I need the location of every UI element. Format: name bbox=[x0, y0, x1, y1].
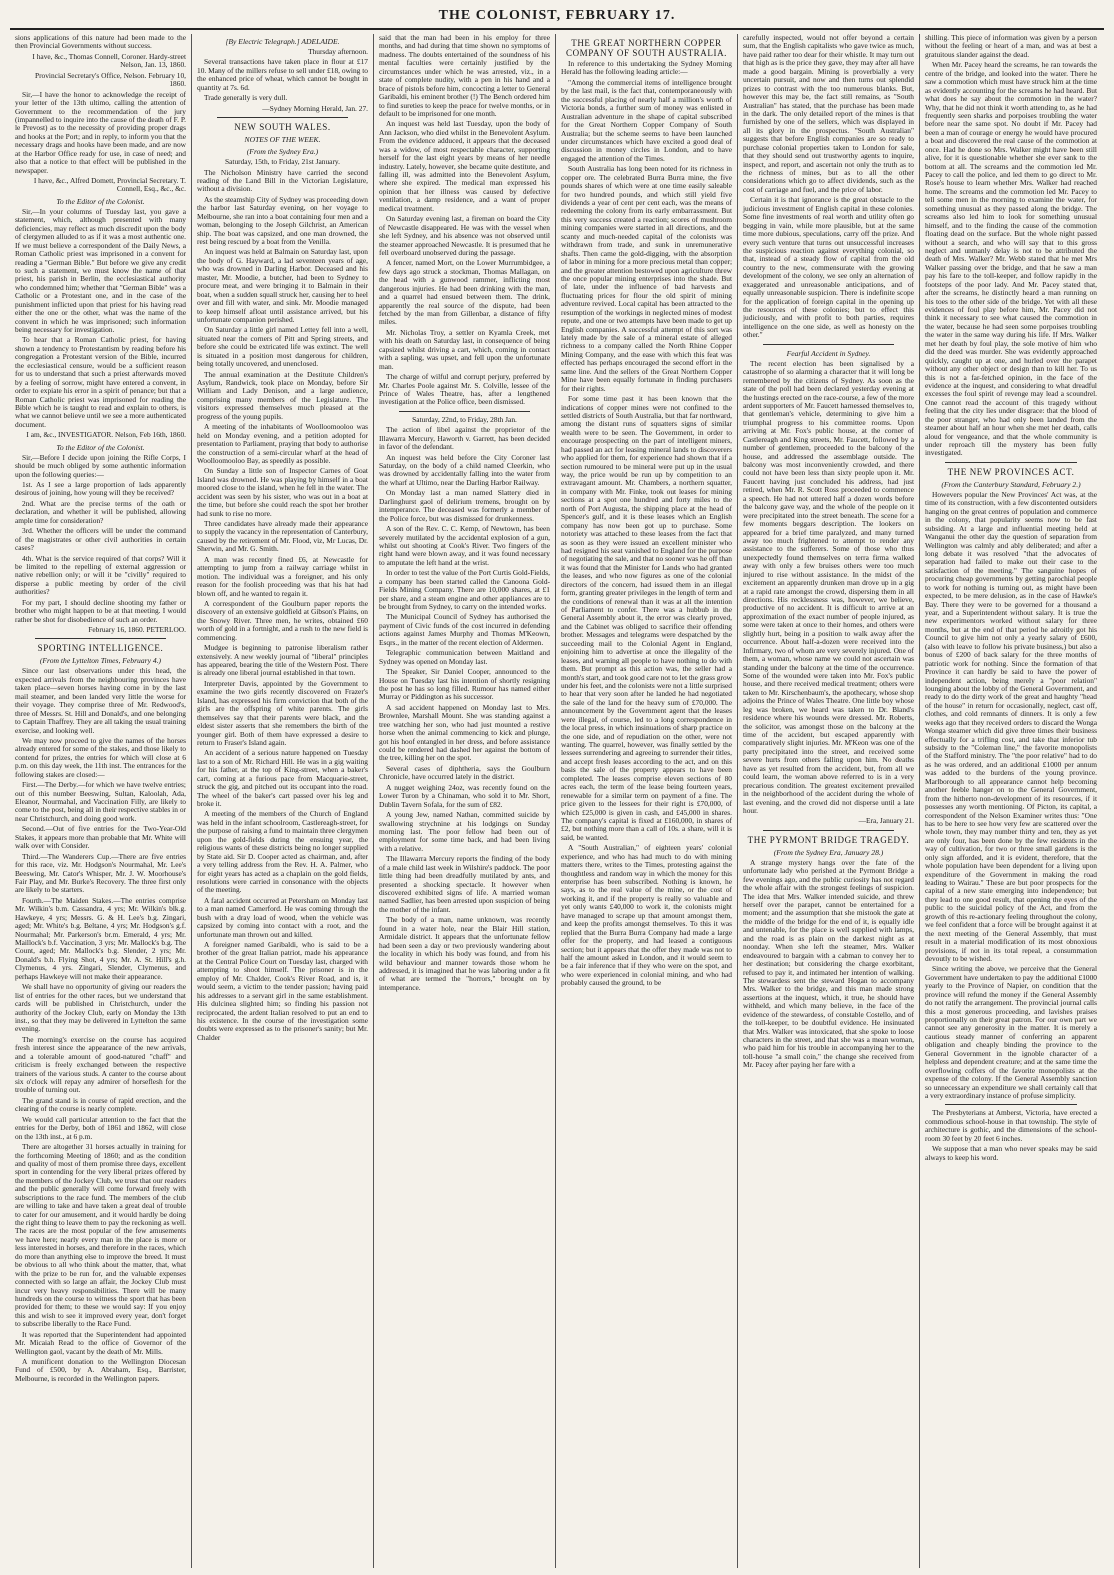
article-text: The Presbyterians at Amberst, Victoria, have erected a commodious school-house in that township. The style of architecture is gothic, and the dimensions of the school-room 30 feet by 20 feet 6 inches. bbox=[925, 1108, 1097, 1143]
section-source: (From the Sydney Era.) bbox=[246, 147, 319, 157]
article-text: Since writing the above, we perceive that the General Government have undertaken to pay the additional £1000 yearly to the Province of Napier, on condition that the province will refund the money if the General Assembly do not ratify the arrangement. The provincial journal calls this a most generous proceeding, and lavishes praises proportionally on their great patron. For our own part we cannot see any generosity in the matter. It is merely a cautious steady manner of conferring an apparent obligation and cheaply binding the province to the General Government in the ignoble character of a helpless and dependent creature; and at the same time the overflowing coffers of the favorite monopolists at the expense of the colony. If the General Assembly sanction so unnecessary an expenditure we shall certainly call that a very extraordinary instance of profuse simplicity. bbox=[925, 964, 1097, 1100]
section-heading: NEW SOUTH WALES. bbox=[234, 122, 331, 133]
masthead bbox=[10, 6, 1104, 30]
section-heading: THE NEW PROVINCES ACT. bbox=[947, 466, 1075, 477]
divider bbox=[945, 1104, 1077, 1105]
article-text: The action of libel against the proprietor of the Illawarra Mercury, Haworth v. Garrett, has been decided in favor of the defendant. bbox=[379, 425, 550, 452]
section-source: (From the Sydney Era, January 28.) bbox=[773, 847, 884, 857]
section-subheading: NOTES OF THE WEEK. bbox=[244, 135, 321, 145]
article-text: A munificent donation to the Wellington Diocesan Fund of £500, by A. Abraham, Esq., Barrister, Melbourne, is recorded in the Wellington papers. bbox=[15, 1357, 186, 1383]
section-heading: [By Electric Telegraph.] ADELAIDE. bbox=[225, 37, 340, 46]
source-line: —Sydney Morning Herald, Jan. 27. bbox=[262, 103, 368, 113]
section-subheading: To the Editor of the Colonist. bbox=[56, 196, 145, 206]
article-text: A fencer, named Mort, on the Lower Murrumbidgee, a few days ago struck a stockman, Thomas Mallagan, on the head with a gunwood rammer, inflicting most dangerous injuries. He had been drinking with the man, and a quarrel had ensued between them. The drink, apparently the real source of the dispute, had been fetched by the man from Gillenbar, a distance of fifty miles. bbox=[379, 258, 550, 327]
divider bbox=[763, 830, 894, 831]
dateline: Saturday, 22nd, to Friday, 28th Jan. bbox=[412, 414, 517, 424]
dateline: Thursday afternoon. bbox=[308, 47, 368, 56]
divider bbox=[35, 638, 166, 639]
column-4 bbox=[556, 34, 738, 1568]
column-3 bbox=[374, 34, 556, 1568]
article-text: South Australia has long been noted for its richness in copper ore. The celebrated Burra Burra mine, the five pounds shares of which were at one time easily saleable for two hundred pounds, and which still yield five dividends a year of cent per cent each, was the means of redeeming the colony from its early embarrassment. But this very success created a reaction; scores of mushroom mining companies were started in all directions, and the scanty and much-needed capital of the colonists was withdrawn from trade, and sunk in unremunerative shafts. Then came the gold-digging, with the absorption of labor in mining for a more precious metal than copper; and the greater attention bestowed upon agriculture threw the once popular mining enterprises into the shade. But of late, under the influence of bad harvests and fluctuating prices for flour the old spirit of mining adventure revived. Local capital has been attracted to the resumption of the workings in neglected mines of modest repute, and one or two attempts have been made to get up English companies. A successful attempt of this sort was lately made by the sale of a mineral estate of alleged richness to a company called the North Rhine Copper Mining Company, and the ease with which this feat was effected has perhaps encouraged the second effort in the same line. And the sellers of the Great Northern Copper Mine have been equally fortunate in finding purchasers for their rights. bbox=[561, 164, 732, 393]
article-text: A correspondent of the Goulburn paper reports the discovery of an extensive goldfield at Gibson's Plains, on the Snowy River. Three men, he writes, obtained £60 worth of gold in a fortnight, and a rush to the new field is commencing. bbox=[197, 598, 368, 642]
article-text: A foreigner named Garibaldi, who is said to be a brother of the great Italian patriot, made his appearance at the Central Police Court on Tuesday last, charged with attempting to shoot himself. The prisoner is in the employ of Mr. Chalder, Cook's River Road, and is, it would seem, a victim to the tender passion; having paid his addresses to a servant girl in the same establishment. His dulcinea slighted him; so finding his passion not reciprocated, the ardent Italian resolved to put an end to his existence. In the course of the investigation some doubts were expressed as to the prisoner's sanity; but Mr. Chalder bbox=[197, 940, 368, 1042]
article-text: The Municipal Council of Sydney has authorised the payment of Civic funds of the cost incurred in defending actions against James Murphy and Thomas M'Keown, Esqrs., in the matter of the recent election of Aldermen. bbox=[379, 612, 550, 647]
dateline: Provincial Secretary's Office, Nelson. February 10, 1860. bbox=[34, 70, 186, 89]
article-text: Interpreter Davis, appointed by the Government to examine the two girls recently discovered on Frazer's Island, has expressed his firm conviction that both of the girls are the offspring of white parents. The girls themselves say that their parents were black, and the eldest sister asserts that she remembers the birth of the younger girl. Both of them have expressed a desire to return to Fraser's Island again. bbox=[197, 678, 368, 747]
article-text: 3rd. Whether the officers will be under the command of the magistrates or other civil authorities in certain cases? bbox=[15, 526, 186, 553]
article-text: We suppose that a man who never speaks may be said always to keep his word. bbox=[925, 1144, 1097, 1162]
article-text: said that the man had been in his employ for three months, and had during that time shown no symptoms of madness. The doubts entertained of the soundness of his mental faculties were certainly justified by the circumstances under which he was arrested, viz., in a state of complete nudity, with a pen in his hand and a brace of pistols before him, concocting a letter to General Garibaldi, his eminent brother (!) The Bench ordered him to find sureties to keep the peace for twelve months, or in default to be imprisoned for one month. bbox=[379, 34, 550, 118]
article-text: A meeting of the inhabitants of Woolloomooloo was held on Monday evening, and a petition adopted for presentation to Parliament, praying that body to authorise the construction of a semi-circular wharf at the head of Woolloomooloo Bay, as speedily as possible. bbox=[197, 422, 368, 465]
source-line: —Era, January 21. bbox=[858, 816, 914, 826]
article-text: A nugget weighing 24oz, was recently found on the Lower Turon by a Chinaman, who sold it to Mr. Short, Dublin Tavern Sofala, for the sum of £82. bbox=[379, 782, 550, 809]
article-text: There are altogether 31 horses actually in training for the forthcoming Meeting of 1860; and as the condition and quality of most of them promise three days, excellent sport in contending for the very liberal prizes offered by the members of the Jockey Club, we trust that our readers and the public generally will come forward freely with subscriptions to the race fund. The members of the club are willing to take and have taken a great deal of trouble to cater for our amusement, and it would hardly be doing the right thing to leave them to pay the reckoning as well. The races are the most popular of the few amusements we have here; nearly every man in the place is more or less interested in horses, and therefore in the races, which do more than anything else to improve the breed. It must be obvious to all who think about the matter, that, what with the prize to be run for, and the valuable expenses connected with so large an affair, the Jockey Club must incur very heavy responsibilities. There will be many hundreds on the course to witness the sport that has been provided for them; to these we would say: If you enjoy this and wish to see it improved every year, don't forget to subscribe liberally to the Race Fund. bbox=[15, 1142, 186, 1329]
article-text: On Saturday evening last, a fireman on board the City of Newcastle disappeared. He was with the vessel when she left Sydney, and his absence was not observed until the steamer approached Newcastle. It is presumed that he fell overboard unobserved during the passage. bbox=[379, 214, 550, 257]
article-text: A sad accident happened on Monday last to Mrs. Brownlee, Marshall Mount. She was standing against a tree watching her son, who had just mounted a restive horse when the animal commencing to kick and plunge, got his hoof entangled in her dress, and before assistance could be rendered had dashed her against the bottom of the tree, killing her on the spot. bbox=[379, 702, 550, 763]
article-text: "Among the commercial items of intelligence brought by the last mail, is the fact that, contemporaneously with the successful placing of nearly half a million's worth of Victoria bonds, a further sum of money was enlisted in Australian adventure in the shape of capital subscribed for the Great Northern Copper Company of South Australia; but the scheme seems to have been launched under circumstances which have excited a good deal of discussion in money circles in London, and to have engaged the attention of the Times. bbox=[561, 77, 732, 163]
article-text: The grand stand is in course of rapid erection, and the clearing of the course is nearly complete. bbox=[15, 1095, 186, 1114]
column-2 bbox=[192, 34, 374, 1568]
article-text: Telegraphic communication between Maitland and Sydney was opened on Monday last. bbox=[379, 648, 550, 666]
article-text: The annual examination at the Destitute Children's Asylum, Randwick, took place on Monday, before Sir William and Lady Denison, and a large audience, comprising many members of the Legislature. The visitors expressed themselves much pleased at the progress of the young pupils. bbox=[197, 369, 368, 421]
article-text: Several cases of diphtheria, says the Goulburn Chronicle, have occurred lately in the district. bbox=[379, 763, 550, 782]
article-text: An inquest was held last Tuesday, upon the body of Ann Jackson, who died whilst in the Benevolent Asylum. From the evidence adduced, it appears that the deceased was a widow, of most respectable character, supporting herself for the last eight years by means of her needle industry. Lately, however, she became quite destitute, and falling ill, was admitted into the Benevolent Asylum, where she expired. The medical man expressed his opinion that her illness was caused by defective ventilation, a damp residence, and a want of proper medical treatment. bbox=[379, 119, 550, 213]
article-text: The Illawarra Mercury reports the finding of the body of a male child last week in Wilshire's paddock. The poor little thing had been dreadfully mutilated by ants, and presented a shocking spectacle. It however when discovered exhibited signs of life. A married woman named Sadlier, has been arrested upon suspicion of being the mother of the infant. bbox=[379, 854, 550, 914]
article-text: A strange mystery hangs over the fate of the unfortunate lady who perished at the Pyrmont Bridge a few evenings ago, and the public curiosity has not regard the whole affair with the strongest feelings of suspicion. The idea that Mrs. Walker intended suicide, and threw herself over the parapet, cannot be entertained for a moment; and the assumption that she mistook the gate at the middle of the bridge for the end of it, is equally idle and untenable, for the place is well supplied with lamps, and the road is as plain on the darkest night as at noonday. When she left the steamer, Mrs. Walker endeavoured to bargain with a cabman to convey her to her destination; but considering the charge exorbitant, refused to pay it, and intimated her intention of walking. The stewardess sent the steward Hogan to accompany Mrs. Walker to the bridge, and this man made strong assertions at the inquest, which, it true, he should have withheld, and which many believe, in the face of the evidence of the stewardess, of constable Costello, and of the toll-keeper, to be doubtful evidence. He insinuated that Mrs. Walker was intoxicated, that she spoke to loose characters in the street, and that she was a mean woman, who paid him for his trouble in accompanying her to the toll-house "a small coin," the change she received from Mr. Pacey after paying her fare with a bbox=[743, 857, 914, 1070]
section-heading: SPORTING INTELLIGENCE. bbox=[37, 643, 164, 654]
divider bbox=[399, 411, 530, 412]
article-text: It was reported that the Superintendent had appointed Mr. Micaiah Read to the office of Governor of the Wellington gaol, vacant by the death of Mr. Mills. bbox=[15, 1329, 186, 1356]
signature: I am, &c., INVESTIGATOR. Nelson, Feb 16th, 1860. bbox=[26, 430, 186, 440]
column-5 bbox=[738, 34, 920, 1568]
article-text: shilling. This piece of information was given by a person without the feeling or heart of a man, and was at best a gratuitous slander against the dead. bbox=[925, 34, 1097, 59]
article-text: Howevers popular the New Provinces' Act was, at the time of its construction, with a few discontented outsiders hanging on the great centres of population and commerce in the colony, that popularity seems now to be fast subsiding. At a large and influential meeting held at Wanganui the other day the question of separation from Wellington was calmly and ably deliberated; and after a long debate it was resolved "that the advocates of separation had failed to make out their case to the satisfaction of the meeting." The sanguine hopes of procuring cheap governments by getting parochial people to work for nothing is turning out, as might have been expected, to be mere delusion, as in the case of Hawke's Bay. There they were to be governed for a thousand a year, and a Superintendent without salary. It is true the new experimentors worked without salary for three months, but at the end of that period he adroitly got his Council to give him not only a yearly salary of £600, (also with leave to follow his private business,) but also a bonus of £200 of back salary for the three months of patriotic work for nothing. Since the formation of that Province it can hardly be said to have the power of independent action, being merely a "poor relation" lounging about the lobby of the General Government, and ready to do the dirty work of the great and haughty "head of the house" in return for occasionally, neglect, cast off, clothes, and cold remnants of dinners. It is only a few weeks ago that they received orders to discard the Wonga Wonga steamer which did give three times their business effectually for a trifling cost, and take that inferior tub subsidy to the "Coleman line," the favorite monopolists of the Stafford ministry. The "the poor relative" had to do as he was ordered, and an additional £1000 per annum was added to the burdens of the young province. Marlborough to all appearance cannot help becoming another feeble hanger on to the General Government, from the hitherto non-development of its resources, if it possesses any worth mentioning. Of Picton, its capital, a correspondent of the Nelson Examiner writes thus: "One has to be here to see how very few are scattered over the whole town, they may number thirty and ten, they as yet are only four, has been done by the few residents in the way of cultivation, for two or three small gardens is the only sign afforded, and it is evident, therefore, that the whole population have been dependent for a living upon expenditure of the Government in making the road leading to Wairau." These are but poor prospects for the capital of a new state emerging into independence; but they lead to one good result, that opening the eyes of the public to the suicidal policy of the Act, and from the growth of this re-actionary feeling throughout the colony, we feel confident that a force will be brought against it at the next meeting of the General Assembly, that must result in a material modification of its most obnoxious provisions, if not in its total repeal, a consummation devoutly to be wished. bbox=[925, 489, 1097, 963]
article-text: 2nd. What are the precise terms of the oath or declaration, and whether it will be published, allowing ample time for consideration? bbox=[15, 498, 186, 525]
section-heading: THE PYRMONT BRIDGE TRAGEDY. bbox=[747, 834, 910, 845]
article-text: A fatal accident occurred at Petersham on Monday last to a man named Camerford. He was coming through the bush with a dray load of wood, when the vehicle was capsized by coming into contact with a root, and the unfortunate man thrown out and killed. bbox=[197, 895, 368, 939]
article-text: Certain it is that ignorance is the great obstacle to the judicious investment of English capital in these colonies. Some fine investments of real worth and utility often go begging in vain, while more plausible, but at the same time more dubious, speculations, carry off the prize. And every such venture that turns out unsuccessful increases the suspicious reaction against everything colonial, so that, instead of a steady flow of capital from the old country to the new, commensurate with the growing development of the colony, we see only an alternation of exaggerated and unreasonable anticipations, and of equally unreasonable suspicion. There is indefinite scope for the application of foreign capital in the opening up the resources of these colonies; but to effect this judiciously, and with profit to both parties, requires intelligence on the one side, as well as honesty on the other." bbox=[743, 195, 914, 340]
article-text: The recent election has been signalised by a catastrophe of so alarming a character that it will long be remembered by the citizens of Sydney. As soon as the state of the poll had been declared yesterday evening at the hustings erected on the race-course, a few of the more ardent supporters of Mr. Faucett harnessed themselves to, that gentleman's vehicle, determining to give him a triumphal progress to his committee rooms. Upon arriving at Mr. Fox's public house, at the corner of Castlereagh and King streets, Mr. Faucett, followed by a number of gentlemen, proceeded to the balcony of the house, and addressed the assemblage outside. The balcony was most inconveniently crowded, and there could not have been less than sixty people upon it. Mr. Faucett having just concluded his address, had just retired, when Mr. R. Scott Ross proceeded to commence a speech. He had not uttered half a dozen words before the balcony gave way, and the whole of the people on it were precipitated into the street beneath. The scene for a few moments beggars description. The lookers on appeared for a brief time paralyzed, and many turned away too much frightened to attempt to render any assistance to the sufferers. Some of those who thus unexpectedly found themselves on terra firma walked away with only a few bruises others were too much injured to rise without assistance. In the midst of the excitement an apparently drunken man drove up in a gig at a rapid rate amongst the crowd, dispersing them in all directions. His recklessness was, however, we believe, productive of no accident. It is difficult to arrive at an approximation of the exact number of people injured, as some were taken at once to their homes, and others were slightly hurt, being in a position to walk away after the occurrence. About half-a-dozen were received into the Infirmary, two of whom are very severely injured. One of them, a woman, whose name we could not ascertain was standing under the balcony at the time of the occurrence. Some of the wounded were taken into Mr. Fox's public house, and there received medical treatment; others were taken to Mr. Kirschenbaum's, the apothecary, whose shop adjoins the Prince of Wales Theatre. One little boy whose leg was broken, we heard was taken to Dr. Bland's residence where his wounds were dressed. Mr. Roberts, the solicitor, was amongst those on the balcony at the time of the accident, but escaped apparently with comparatively slight injuries. Mr. M'Keon was one of the party precipitated into the street, and received some severe hurts from others falling upon him. No deaths have as yet resulted from the accident, but, from all we could learn, the woman above referred to is in a very precarious condition. The greatest excitement prevailed in the neighborhood of the accident during the whole of last evening, and the crowd did not disperse until a late hour. bbox=[743, 358, 914, 815]
article-text: On Saturday a little girl named Lettey fell into a well, situated near the corners of Pitt and Spring streets, and before she could be extricated life was extinct. The well is situated in a position most dangerous for children, being totally uncovered, and unenclosed. bbox=[197, 325, 368, 369]
article-text: 1st. As I see a large proportion of lads apparently desirous of joining, how young will they be received? bbox=[15, 480, 186, 498]
article-text: Sir,—In your columns of Tuesday last, you gave a statement, which, although presented with many deficiencies, may reflect as much discredit upon the body of clergymen alluded to as if it was a most authentic one. If we must believe a correspondent of the Daily News, a Roman Catholic priest was imprisoned in a convent for reading a "German Bible." But before we give any credit to such a statement, we must know the name of that priest, his parish in Berlin, the ecclesiastical authority who condemned him; whether that "German Bible" was a Catholic or a Protestant one, and in the case of the punishment inflicted upon that priest for his having read either the one or the other, what was the name of the convent in which he was imprisoned; such information being necessary for investigation. bbox=[15, 206, 186, 334]
article-text: Mr. Nicholas Troy, a settler on Kyamla Creek, met with his death on Saturday last, in consequence of being capsized whilst driving a cart, which, coming in contact with a sapling, was upset, and fell upon the unfortunate man. bbox=[379, 327, 550, 371]
article-text: We may now proceed to give the names of the horses already entered for some of the stakes, and those likely to contend for prizes, the entries for which will close at 6 p.m. on this day week, the 11th inst. The entrances for the following stakes are closed:— bbox=[15, 735, 186, 779]
article-text: The charge of wilful and corrupt perjury, preferred by Mr. Charles Poole against Mr. S. Colville, lessee of the Prince of Wales Theatre, has, after a lengthened investigation at the Police office, been dismissed. bbox=[379, 372, 550, 407]
article-text: Third.—The Wanderers Cup.—There are five entries for this race, viz. Mr. Hodgson's Nourmahal, Mr. Lee's Beeswing, Mr. Cator's Whisper, Mr. J. W. Moorhouse's Fair Play, and Mr. Burke's Recovery. The three first only are likely to be starters. bbox=[15, 851, 186, 895]
page-title: THE COLONIST, FEBRUARY 17. bbox=[438, 8, 676, 23]
signature: February 16, 1860. PETERLOO. bbox=[88, 625, 186, 634]
article-text: Trade generally is very dull. bbox=[204, 93, 288, 103]
article-text: Since our last observations under this head, the expected arrivals from the neighbouring provinces have taken place—seven horses having come in by the last mail steamer, and been landed very little the worse for their voyage. They comprise three of Mr. Redwood's, three of Messrs. St. Hill and Donald's, and one belonging to Captain Thaffrey. They are all taking the usual training exercise, and looking well. bbox=[15, 666, 186, 735]
article-text: carefully inspected, would not offer beyond a certain sum, that the English capitalists who gave twice as much, have paid rather too dear for their whistle. It may turn out that high as is the price they gave, they may after all have made a good bargain. Mining is proverbially a very uncertain pursuit, and now and then turns out splendid prizes to contrast with the too numerous blanks. But, however this may be, the fact still remains, as "South Australian" has stated, that the purchase has been made in the dark. The only detailed report of the mines is that furnished by one of the sellers, which was displayed in all its glory in the prospectus. "South Australian" suggests that before English companies are so ready to purchase colonial properties taken to London for sale, that they should send out trustworthy agents to inquire, inspect, and report, and ascertain not only the truth as to the richness of mines, but as to all the other considerations which go to affect dividends, such as the cost of carriage and fuel, and the price of labor. bbox=[743, 34, 914, 194]
article-text: As the steamship City of Sydney was proceeding down the harbor last Saturday evening, on her voyage to Melbourne, she ran into a boat containing four men and a woman, belonging to the Joseph Gilchrist, an American ship. The boat was capsized, and one man drowned, the rest being rescued by a boat from the Venilla. bbox=[197, 194, 368, 246]
signature: I have, &c., Thomas Connell, Coroner. Hardy-street Nelson, Jan. 13, 1860. bbox=[32, 51, 186, 70]
article-text: On Sunday a little son of Inspector Carnes of Goat Island was drowned. He was playing by himself in a boat moored close to the island, when he fell in the water. The accident was seen by his sister, who was out in a boat at the time, but before she could reach the spot her brother had sunk to rise no more. bbox=[197, 466, 368, 518]
column-6 bbox=[920, 34, 1102, 1568]
article-text: First.—The Derby.—for which we have twelve entries; out of this number Beeswing, Sultan, Kaloolah, Ada, Eleanor, Nourmahal, and Vaccination Filly, are likely to come to the post, being all in their respective stables in or near Christchurch, and doing good work. bbox=[15, 780, 186, 823]
article-text: Several transactions have taken place in flour at £17 10. Many of the millers refuse to sell under £18, owing to the enhanced price of wheat, which cannot be bought in quantity at 7s. 6d. bbox=[197, 57, 368, 92]
article-text: The Speaker, Sir Daniel Cooper, announced to the House on Tuesday last his intention of shortly resigning the post he has so long filled. Rumour has named either Murray or Piddington as his successor. bbox=[379, 667, 550, 702]
article-text: When Mr. Pacey heard the screams, he ran towards the centre of the bridge, and looked into the water. There he saw a commotion which must have struck him at the time as evidently accounting for the screams he had heard. But what does he say about the commotion in the water? Why, that he did not think it worth attending to, as he had frequently seen sharks and porpoises troubling the water before near the same spot. No doubt if Mr. Pacey had been a man of courage or energy he would have procured a boat and discovered the real cause of the commotion at once. Had he done so Mrs. Walker might have been still alive, for it is questionable whether she ever sank to the bottom at all. The screams and the commotion led Mr. Pacey to call the police, and led them to go direct to Mr. Rose's house to learn whether Mrs. Walker had reached home. The screams and the commotion led Mr. Pacey to tell some men in the morning to examine the water, for something unusual as they passed along the bridge. The screams also led him to look for something unusual himself, and to the finding the cause of the commotion floating dead on the surface. But the whole night passed without a search, and who will say that to this gross neglect and unmanly delay is not to be attributed the death of Mrs. Walker? Mr. Webb stated that he met Mrs Walker passing over the bridge, and that he saw a man pay his fare to the toll-keeper, and follow rapidly in the footsteps of the poor lady. And Mr. Pacey stated that, after the screams, he distinctly heard a man running on his toes to the other side of the bridge. Yet with all these evidences of foul play before him, Mr. Pacey did not think it necessary to see what caused the commotion in the water, because he had seen some porpoises troubling the water in the same way during his life. If Mrs. Walker met her death by foul play, the sole motive of him who did the deed was murder. She was evidently approached quickly, caught up at one, and hurled over the parapet without any other object or design than to kill her. To us this is not a far-fetched opinion, in the face of the evidence at the inquest, and considering to what dreadful excesses the foul spirit of revenge may lead a scoundrel. One cannot read the account of this tragedy without feeling that the city lies under disgrace: that the blood of the poor stranger, who had only been landed from the steamer about half an hour when she met her death, calls aloud for vengeance, and that the whole community is under reproach till the mystery has been fully investigated. bbox=[925, 60, 1097, 458]
article-text: Mudgee is beginning to patronise liberalism rather extensively. A new weekly journal of "liberal" principles has appeared, bearing the title of the Western Post. There is already one liberal journal established in that town. bbox=[197, 643, 368, 678]
section-heading: THE GREAT NORTHERN COPPER COMPANY OF SOUTH AUSTRALIA. bbox=[565, 38, 728, 58]
signature: I have, &c., Alfred Domett, Provincial Secretary. T. Connell, Esq., &c., &c. bbox=[33, 176, 186, 194]
article-text: In reference to this undertaking the Sydney Morning Herald has the following leading article:— bbox=[561, 59, 732, 77]
article-text: A meeting of the members of the Church of England was held in the infant schoolroom, Castlereagh-street, for the purpose of raising a fund to maintain three clergymen upon the gold-fields during the ensuing year, the religious wants of these districts being no longer supplied by State aid. Sir D. Cooper acted as chairman, and, after a very telling address from the Rev. H. A. Palmer, who for eight years has acted as a chaplain on the gold fields, resolutions were carried in consonance with the objects of the meeting. bbox=[197, 809, 368, 895]
article-text: The morning's exercise on the course has acquired fresh interest since the appearance of the new arrivals, and a tolerable amount of good-natured "chaff" and criticism is freely exchanged between the respective trainers of the various studs. A canter to the course about six o'clock will repay any admirer of horseflesh for the trouble of turning out. bbox=[15, 1034, 186, 1095]
section-source: (From the Lyttelton Times, February 4.) bbox=[39, 656, 162, 666]
article-text: We would call particular attention to the fact that the entries for the Derby, both of 1861 and 1862, will close on the 13th inst., at 6 p.m. bbox=[15, 1114, 186, 1141]
section-subheading: To the Editor of the Colonist. bbox=[56, 442, 145, 452]
columns bbox=[10, 34, 1104, 1568]
article-text: A "South Australian," of eighteen years' colonial experience, and who has had much to do with mining matters there, writes to the Times, protesting against the thoughtless and random way in which the money for this enterprise has been subscribed. Nothing is known, he says, as to the real value of the mine, or the cost of working it, and if the property is really so valuable and yet only wants £40,000 to work it, the colonists might have managed to scrape up that amount amongst them, and keep the profits amongst themselves. To this it was replied that the Burra Burra Company had made a large offer for the property, and had leased a contiguous section; but it appears that the offer they made was not to half the amount asked in London, and it would seem to be a fair inference that if they who were on the spot, and who were experienced in colonial mining, and who had probably caused the ground, to be bbox=[561, 843, 732, 988]
article-text: We shall have no opportunity of giving our readers the list of entries for the other races, but we understand that cards will be published in Christchurch, under the authority of the Jockey Club, early on Monday the 13th inst., so that they may be delivered in Lyttelton the same evening. bbox=[15, 982, 186, 1034]
article-text: The Nicholson Ministry have carried the second reading of the Land Bill in the Victorian Legislature, without a division. bbox=[197, 167, 368, 194]
column-1 bbox=[10, 34, 192, 1568]
article-text: An accident of a serious nature happened on Tuesday last to a son of Mr. Richard Hill. He was in a gig waiting for his father, at the top of King-street, when a baker's cart, coming at a furious pace from Macquarie-street, struck the gig, and pitched out its occupant into the road. The wheel of the baker's cart passed over his leg and broke it. bbox=[197, 748, 368, 808]
divider bbox=[763, 344, 894, 345]
section-source: (From the Canterbury Standard, February 2.) bbox=[941, 479, 1081, 489]
divider bbox=[945, 462, 1077, 463]
article-text: Fourth.—The Maiden Stakes.—The entries comprise Mr. Wilkin's b.m. Cassandra, 4 yrs; Mr. Wilkin's blk.g. Hawkeye, 4 yrs; Messrs. G. & H. Lee's b.g. Zingari, aged; Mr. White's b.g. Beltane, 4 yrs; Mr. Hodgson's g.f. Nourmahal; Mr. Parkerson's br.m. Emerald, 4 yrs; Mr. Maillock's b.f. Vaccination, 3 yrs; Mr. Mallock's b.g. The Count, aged; Mr. Mallock's b.g. Slender, 2 yrs; Mr. Donald's b.h. Flying Shot, 4 yrs; Mr. A. St. Hill's g.h. Clymenus, 4 yrs. Zingari, Slender, Clymenus, and perhaps Hawkeye will not make their appearance. bbox=[15, 895, 186, 981]
divider bbox=[217, 117, 348, 118]
article-text: Sir,—I have the honor to acknowledge the receipt of your letter of the 13th ultimo, calling the attention of Government to the recommendation of the jury (impannelled to inquire into the cause of the death of F. P. le Prevost) as to the necessity of providing proper drags and hooks at the Port; and in reply, to inform you that the necessary drags and hooks have been made, and are now at the Harbor Office ready for use, in case of need; and also that a notice to that effect will be published in the newspaper. bbox=[15, 89, 186, 175]
article-text: Sir,—Before I decide upon joining the Rifle Corps, I should be much obliged by some authentic information upon the following queries:— bbox=[15, 452, 186, 479]
dateline: Saturday, 15th, to Friday, 21st January. bbox=[225, 157, 340, 167]
article-text: For some time past it has been known that the indications of copper mines were not confined to the settled districts of South Australia, but that far northward, among the distant runs of squatters signs of similar wealth were to be seen. The Government, in order to encourage prospecting on the part of intelligent miners, had passed an act for leasing mineral lands to discoverers who applied for them, for experience had shown that if a section rumoured to be mineral were put up in the usual way, the price would be run up by competition to an extravagant amount. Mr. Chambers, a northern squatter, in company with Mr. Finke, took out leases for mining sections at a spot one hundred and forty miles to the north of Port Augusta, the shipping place at the head of Spencer's gulf, and it is these leases which an English company has now been got up to purchase. Some notoriety was attached to these leases from the fact that as soon as they were issued an excellent minister who had resigned his seat vanished to England for the purpose of negotiating the sale, and that no sooner was he off than it was found that the Minister for Lands who had granted the leases, and who now figures as one of the colonial directors of the concern, had issued them in an illegal form, granting greater privileges in the length of term and the conditions of renewal than it was at all the intention of Parliament to confer. There was a hubbub in the General Assembly about it, the error was clearly proved, and the Cabinet was obliged to sacrifice their offending brother. Messages and telegrams were despatched by the succeeding mail to the Colonial Agent in England, enjoining him to advertise at once the illegality of the leases, and warning all people to have nothing to do with them. But prompt as this action was, the seller had a month's start, and took good care not to let the grass grow under his feet, and the colonists were not a little surprised to hear that very soon after he landed he had negotiated the sale of the land for the heavy sum of £70,000. The announcement by the Government agent that the leases were illegal, of course, led to a long correspondence in the local press, in which insinuations of sharp practice on the one side, and of repudiation on the other, were not wanting. The quarrel, however, was finally settled by the lessees surrendering and agreeing to surrender their titles, and accept fresh leases according to the act, and on this basis the sale of the property appears to have been completed. The leases comprise eleven sections of 80 acres each, the term of the lease being fourteen years, renewable for a similar term on payment of a fine. The price given to the lessees for their right is £70,000, of which £25,000 is given in cash, and £45,000 in shares. The company's capital is fixed at £160,000, in shares of £2, but nothing more than a call of 10s. a share, will it is said, be wanted. bbox=[561, 394, 732, 842]
article-text: A young Jew, named Nathan, committed suicide by swallowing strychnine at his lodgings on Sunday morning last. The poor fellow had been out of employment for some time back, and had been living with a relative. bbox=[379, 810, 550, 853]
article-text: An inquest was held before the City Coroner last Saturday, on the body of a child named Cleerkin, who was drowned by accidentally falling into the water from the wharf at Ultimo, near the Darling Harbor Railway. bbox=[379, 452, 550, 487]
article-text: The body of a man, name unknown, was recently found in a water hole, near the Blair Hill station, Armidale district. It appears that the unfortunate fellow had been seen a day or two previously wandering about the locality in which his body was found, and from his wild behaviour and manner towards those whom he addressed, it is imagined that he was laboring under a fit of what are termed the "horrors," brought on by intemperance. bbox=[379, 915, 550, 992]
article-text: Three candidates have already made their appearance to supply the vacancy in the representation of Canterbury, caused by the retirement of Mr. Flood, viz, Mr Lucas, Dr. Sherwin, and Mr. G. Smith. bbox=[197, 519, 368, 554]
article-text: On Monday last a man named Slattery died in Darlinghurst gaol of delirium tremens, brought on by intemperance. The deceased was formerly a member of the Police force, but was dismissed for drunkenness. bbox=[379, 488, 550, 523]
article-text: Second.—Out of five entries for the Two-Year-Old Stakes, it appears more than probable that Mr. White will walk over with Consider. bbox=[15, 824, 186, 851]
article-text: A son of the Rev. C. C. Kemp, of Newtown, has been severely mutilated by the accidental explosion of a gun, whilst out shooting at Cook's River. Two fingers of the right hand were blown away, and it was found necessary to amputate the left hand at the wrist. bbox=[379, 524, 550, 567]
article-text: To hear that a Roman Catholic priest, for having shown a tendency to Protestantism by reading before his congregation a Protestant version of the Bible, incurred the ecclesiastical censure, would be a sufficient reason for us to understand that such a priest afterwards moved by a feeling of sorrow, might have entered a convent, in order to expiate his error in a spirit of penance; but that a Roman Catholic priest was imprisoned for reading the Bible which he is taught to read and explain to others, is what we cannot believe until we see a more authenticated document. bbox=[15, 335, 186, 429]
article-text: 4th. What is the service required of that corps? Will it be limited to the repelling of external aggression or native rebellion only; or will it be "civilly" required to disperse a public meeting by order of the civil authorities? bbox=[15, 553, 186, 597]
section-heading: Fearful Accident in Sydney. bbox=[786, 348, 871, 358]
article-text: sions applications of this nature had been made to the then Provincial Governments without success. bbox=[15, 34, 186, 51]
article-text: For my part, I should decline shooting my father or brother who might happen to be at that meeting. I would rather be shot for disobedience of such an order. bbox=[15, 597, 186, 624]
article-text: In order to test the value of the Port Curtis Gold-Fields, a company has been started called the Canoona Gold-Fields Mining Company. There are 10,000 shares, at £1 per share, and a steam engine and other appliances are to be brought from Sydney, to carry on the intended works. bbox=[379, 568, 551, 611]
article-text: A man was recently fined £6, at Newcastle for attempting to jump from a railway carriage whilst in motion. The individual was a foreigner, and his only reason for the foolish proceeding was that his hat had blown off, and he wanted to regain it. bbox=[197, 554, 368, 598]
article-text: An inquest was held at Balmain on Saturday last, upon the body of G. Hayward, a lad seventeen years of age, who was drowned in Darling Harbor. Deceased and his master, Mr. Moodie, a butcher, had been to Sydney to procure meat, and were bringing it to Balmain in their boat, when a sudden squall struck her, causing her to heel over and fill with water, and sink. Mr. Moodie managed to keep himself afloat until assistance arrived, but his unfortunate companion perished. bbox=[197, 247, 368, 324]
